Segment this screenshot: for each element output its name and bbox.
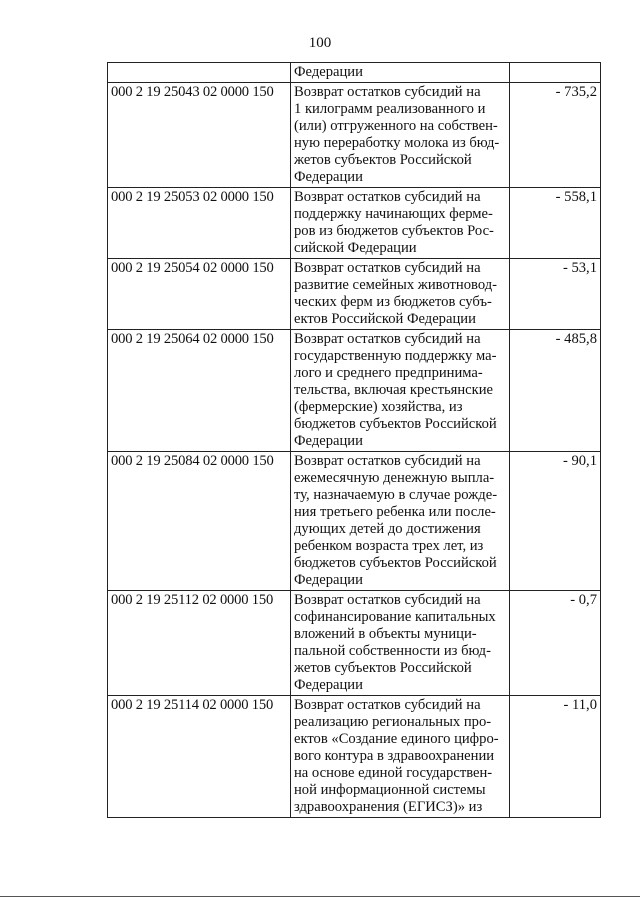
- description-line: Федерации: [294, 169, 363, 185]
- table-row: [108, 330, 601, 452]
- description-line: Возврат остатков субсидий на: [294, 84, 481, 100]
- description-line: Федерации: [294, 433, 363, 449]
- description-line: ния третьего ребенка или после-: [294, 504, 496, 520]
- description-line: Возврат остатков субсидий на: [294, 453, 481, 469]
- description-line: ектов Российской Федерации: [294, 311, 476, 327]
- amount-value: - 558,1: [510, 188, 601, 259]
- description-line: реализацию региональных про-: [294, 714, 492, 730]
- amount-value: [510, 63, 601, 83]
- description-line: Возврат остатков субсидий на: [294, 189, 481, 205]
- table-row: [108, 188, 601, 259]
- budget-classification-code: 000 2 19 25112 02 0000 150: [108, 591, 291, 696]
- description-line: на основе единой государствен-: [294, 765, 493, 781]
- amount-value: - 53,1: [510, 259, 601, 330]
- revenue-description: [291, 452, 510, 591]
- description-line: ребенком возраста трех лет, из: [294, 538, 484, 554]
- table-row: [108, 259, 601, 330]
- description-line: (фермерские) хозяйства, из: [294, 399, 463, 415]
- description-line: жетов субъектов Российской: [294, 660, 472, 676]
- description-line: вого контура в здравоохранении: [294, 748, 495, 764]
- budget-table: [107, 62, 601, 818]
- budget-table-body: [108, 63, 601, 818]
- description-line: Федерации: [294, 572, 363, 588]
- budget-classification-code: 000 2 19 25084 02 0000 150: [108, 452, 291, 591]
- description-line: дующих детей до достижения: [294, 521, 481, 537]
- description-line: Федерации: [294, 677, 363, 693]
- description-line: ров из бюджетов субъектов Рос-: [294, 223, 494, 239]
- footer-divider: [0, 896, 640, 897]
- table-row: [108, 63, 601, 83]
- description-line: ной информационной системы: [294, 782, 486, 798]
- description-line: поддержку начинающих ферме-: [294, 206, 493, 222]
- budget-classification-code: 000 2 19 25114 02 0000 150: [108, 696, 291, 818]
- description-line: бюджетов субъектов Российской: [294, 555, 497, 571]
- description-line: ную переработку молока из бюд-: [294, 135, 500, 151]
- description-line: Федерации: [294, 64, 363, 80]
- budget-classification-code: 000 2 19 25064 02 0000 150: [108, 330, 291, 452]
- table-row: [108, 452, 601, 591]
- description-line: ческих ферм из бюджетов субъ-: [294, 294, 492, 310]
- description-line: вложений в объекты муници-: [294, 626, 477, 642]
- revenue-description: [291, 696, 510, 818]
- description-line: Возврат остатков субсидий на: [294, 592, 481, 608]
- description-line: пальной собственности из бюд-: [294, 643, 491, 659]
- budget-classification-code: 000 2 19 25054 02 0000 150: [108, 259, 291, 330]
- budget-classification-code: [108, 63, 291, 83]
- description-line: Возврат остатков субсидий на: [294, 697, 481, 713]
- amount-value: - 485,8: [510, 330, 601, 452]
- table-row: [108, 591, 601, 696]
- description-line: жетов субъектов Российской: [294, 152, 472, 168]
- description-line: ектов «Создание единого цифро-: [294, 731, 499, 747]
- revenue-description: [291, 330, 510, 452]
- description-line: Возврат остатков субсидий на: [294, 260, 481, 276]
- revenue-description: [291, 63, 510, 83]
- description-line: развитие семейных животновод-: [294, 277, 497, 293]
- page-number: 100: [308, 35, 332, 51]
- amount-value: - 0,7: [510, 591, 601, 696]
- description-line: (или) отгруженного на собствен-: [294, 118, 498, 134]
- revenue-description: [291, 83, 510, 188]
- description-line: лого и среднего предпринима-: [294, 365, 483, 381]
- description-line: софинансирование капитальных: [294, 609, 496, 625]
- amount-value: - 11,0: [510, 696, 601, 818]
- description-line: ежемесячную денежную выпла-: [294, 470, 495, 486]
- budget-classification-code: 000 2 19 25043 02 0000 150: [108, 83, 291, 188]
- description-line: ту, назначаемую в случае рожде-: [294, 487, 498, 503]
- description-line: государственную поддержку ма-: [294, 348, 497, 364]
- description-line: тельства, включая крестьянские: [294, 382, 494, 398]
- description-line: Возврат остатков субсидий на: [294, 331, 481, 347]
- amount-value: - 90,1: [510, 452, 601, 591]
- amount-value: - 735,2: [510, 83, 601, 188]
- budget-classification-code: 000 2 19 25053 02 0000 150: [108, 188, 291, 259]
- revenue-description: [291, 259, 510, 330]
- table-row: [108, 83, 601, 188]
- description-line: здравоохранения (ЕГИСЗ)» из: [294, 799, 483, 815]
- description-line: 1 килограмм реализованного и: [294, 101, 486, 117]
- revenue-description: [291, 188, 510, 259]
- revenue-description: [291, 591, 510, 696]
- description-line: сийской Федерации: [294, 240, 417, 256]
- description-line: бюджетов субъектов Российской: [294, 416, 497, 432]
- table-row: [108, 696, 601, 818]
